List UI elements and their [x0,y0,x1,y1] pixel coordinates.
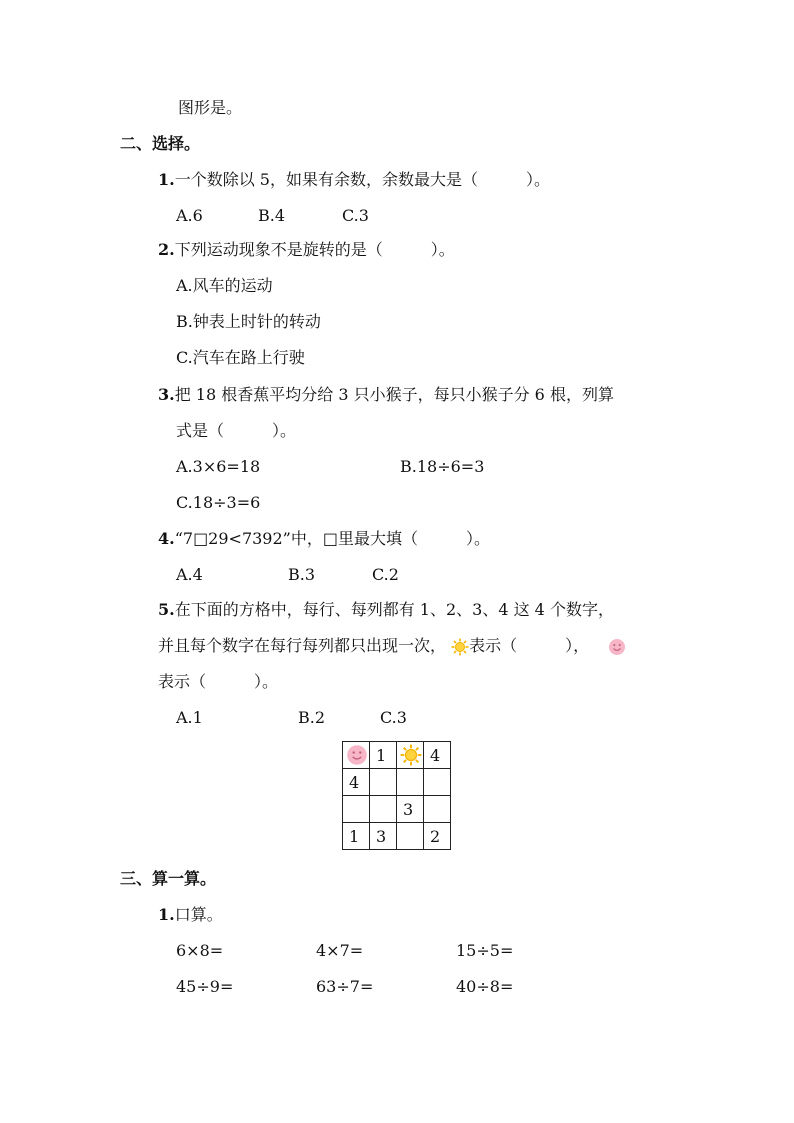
question-number: 2. [158,240,175,259]
question-5-line2 [158,636,626,656]
question-3-line2: 式是（ ）。 [176,421,297,440]
sun-icon [400,744,422,766]
grid-row [343,823,451,850]
question-text: “7□29<7392”中，□里最大填（ ）。 [174,529,490,548]
exercise-2-3: 40÷8= [456,977,514,996]
q1-option-b: B.4 [258,206,286,225]
number-grid [342,741,451,850]
grid-cell: 4 [424,742,451,769]
question-text: 口算。 [174,905,223,924]
grid-cell: 1 [343,823,370,850]
question-text: 一个数除以 5，如果有余数，余数最大是（ ）。 [174,170,550,189]
grid-cell: 1 [370,742,397,769]
q4-option-c: C.2 [372,565,399,584]
q4-option-a: A.4 [176,565,203,584]
question-1 [158,170,550,190]
section-3-question-1 [158,905,223,925]
question-number: 5. [158,600,175,619]
grid-cell [397,742,424,769]
section-3-title: 三、算一算。 [120,869,217,888]
q3-option-b: B.18÷6=3 [400,457,485,476]
exercise-1-1: 6×8= [176,941,224,960]
q5-option-b: B.2 [298,708,326,727]
grid-cell: 3 [397,796,424,823]
q1-option-c: C.3 [342,206,369,225]
question-text-line2b: 表示（ ）， [469,636,590,655]
sun-icon [451,638,469,656]
smile-icon [608,638,626,656]
grid-cell [397,769,424,796]
question-4 [158,529,490,549]
question-number: 1. [158,905,175,924]
grid-row [343,769,451,796]
section-2-title: 二、选择。 [120,134,201,153]
grid-cell [424,796,451,823]
exercise-2-2: 63÷7= [316,977,374,996]
grid-cell [343,796,370,823]
exercise-1-2: 4×7= [316,941,364,960]
question-number: 3. [158,385,175,404]
q2-option-b: B.钟表上时针的转动 [176,312,321,331]
question-text-line1: 在下面的方格中，每行、每列都有 1、2、3、4 这 4 个数字， [174,600,614,619]
q4-option-b: B.3 [288,565,316,584]
grid-cell: 3 [370,823,397,850]
q1-option-a: A.6 [176,206,203,225]
top-line: 图形是。 [178,98,243,117]
q2-option-c: C.汽车在路上行驶 [176,348,305,367]
grid-cell [424,769,451,796]
question-text-line2a: 并且每个数字在每行每列都只出现一次， [158,636,447,655]
question-text-line1: 把 18 根香蕉平均分给 3 只小猴子，每只小猴子分 6 根，列算 [174,385,614,404]
exercise-1-3: 15÷5= [456,941,514,960]
question-5-line3: 表示（ ）。 [158,672,279,691]
question-number: 4. [158,529,175,548]
question-number: 1. [158,170,175,189]
grid-row [343,796,451,823]
grid-cell [397,823,424,850]
q2-option-a: A.风车的运动 [176,276,273,295]
grid-cell [343,742,370,769]
question-text: 下列运动现象不是旋转的是（ ）。 [174,240,455,259]
question-3 [158,385,614,405]
smile-icon [346,744,368,766]
q5-option-a: A.1 [176,708,203,727]
q3-option-a: A.3×6=18 [176,457,261,476]
grid-cell: 4 [343,769,370,796]
q3-option-c: C.18÷3=6 [176,493,261,512]
question-5 [158,600,614,620]
exercise-2-1: 45÷9= [176,977,234,996]
q5-option-c: C.3 [380,708,407,727]
question-2 [158,240,455,260]
grid-cell: 2 [424,823,451,850]
grid-cell [370,796,397,823]
grid-cell [370,769,397,796]
grid-row [343,742,451,769]
